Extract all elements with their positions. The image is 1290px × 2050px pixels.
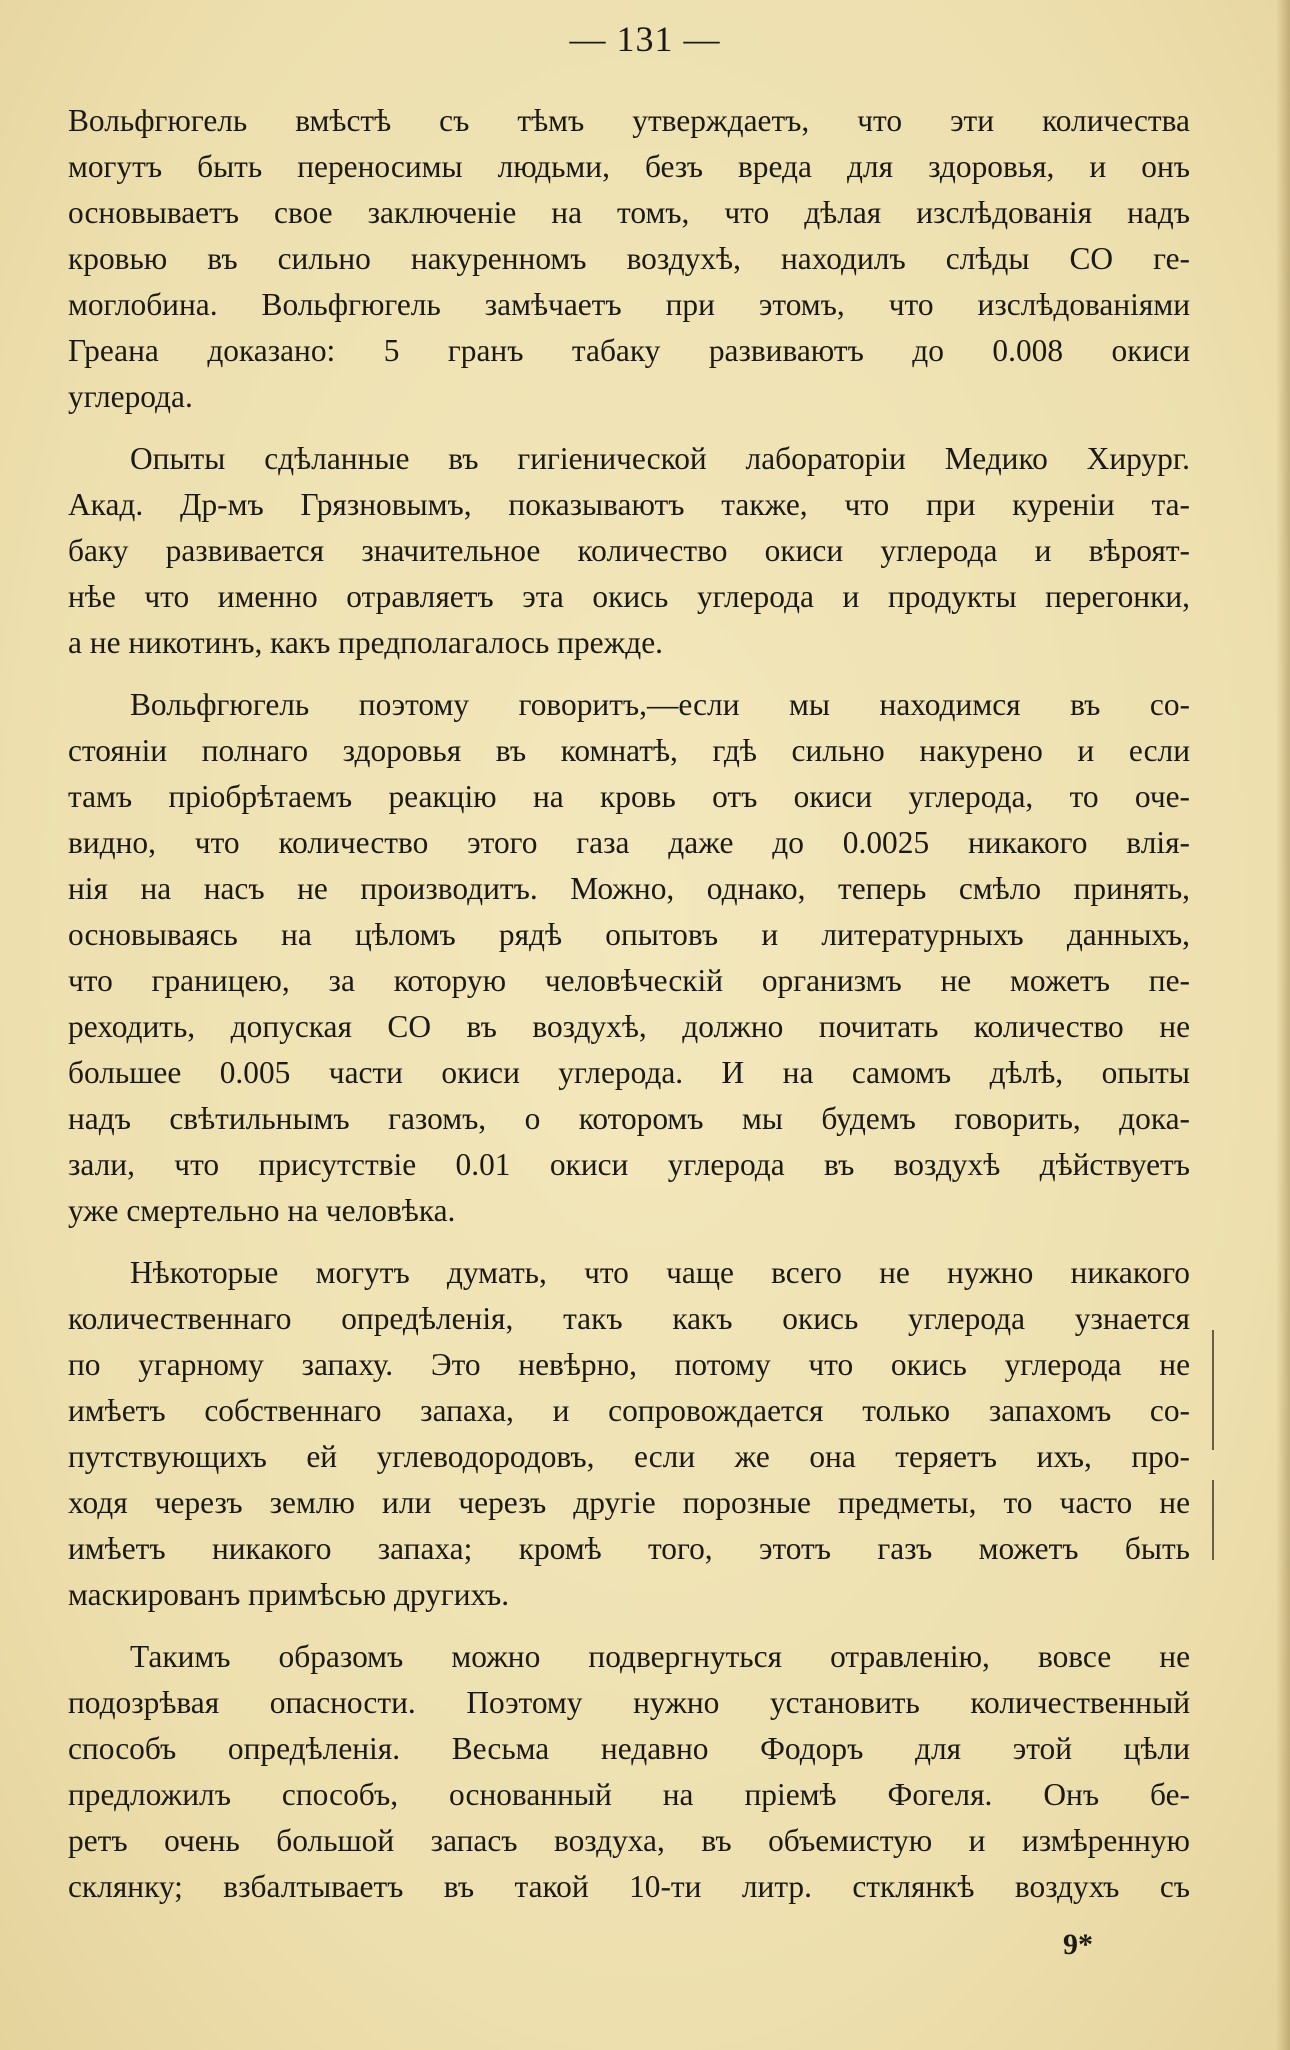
paragraph-3 xyxy=(68,682,1190,1234)
text-line: способъ опредѣленiя. Весьма недавно Фодоръ для этой цѣли xyxy=(68,1731,1190,1766)
body-text xyxy=(68,98,1190,1910)
text-line: баку развивается значительное количество окиси углерода и вѣроят- xyxy=(68,533,1190,568)
text-line: нѣе что именно отравляетъ эта окись углерода и продукты перегонки, xyxy=(68,579,1190,614)
text-line: Акад. Др-мъ Грязновымъ, показываютъ также, что при куренiи та- xyxy=(68,487,1190,522)
text-line: кровью въ сильно накуренномъ воздухѣ, находилъ слѣды СО ге- xyxy=(68,241,1190,276)
text-line: Такимъ образомъ можно подвергнуться отравленiю, вовсе не xyxy=(130,1639,1190,1674)
margin-pencil-mark xyxy=(1212,1330,1214,1450)
text-line: имѣетъ собственнаго запаха, и сопровождается только запахомъ со- xyxy=(68,1393,1190,1428)
paragraph-4 xyxy=(68,1250,1190,1618)
text-line: склянку; взбалтываетъ въ такой 10-ти литр. стклянкѣ воздухъ съ xyxy=(68,1869,1190,1904)
text-line: по угарному запаху. Это невѣрно, потому что окись углерода не xyxy=(68,1347,1190,1382)
text-line: основываясь на цѣломъ рядѣ опытовъ и литературныхъ данныхъ, xyxy=(68,917,1190,952)
page-edge-shadow xyxy=(1276,0,1290,2050)
page-number: — 131 — xyxy=(569,19,721,59)
text-line: Вольфгюгель вмѣстѣ съ тѣмъ утверждаетъ, что эти количества xyxy=(68,103,1190,138)
text-line: большее 0.005 части окиси углерода. И на самомъ дѣлѣ, опыты xyxy=(68,1055,1190,1090)
text-line: зали, что присутствiе 0.01 окиси углерода въ воздухѣ дѣйствуетъ xyxy=(68,1147,1190,1182)
paragraph-1 xyxy=(68,98,1190,420)
paragraph-5 xyxy=(68,1634,1190,1910)
text-line: Нѣкоторые могутъ думать, что чаще всего не нужно никакого xyxy=(130,1255,1190,1290)
margin-pencil-mark xyxy=(1212,1480,1214,1560)
text-line: Греана доказано: 5 гранъ табаку развиваютъ до 0.008 окиси xyxy=(68,333,1190,368)
text-line: основываетъ свое заключенie на томъ, что дѣлая изслѣдованiя надъ xyxy=(68,195,1190,230)
text-line: количественнаго опредѣленiя, такъ какъ окись углерода узнается xyxy=(68,1301,1190,1336)
text-line: могутъ быть переносимы людьми, безъ вреда для здоровья, и онъ xyxy=(68,149,1190,184)
text-line: маскированъ примѣсью другихъ. xyxy=(68,1577,510,1612)
text-line: реходить, допуская СО въ воздухѣ, должно почитать количество не xyxy=(68,1009,1190,1044)
text-line: тамъ прiобрѣтаемъ реакцiю на кровь отъ окиси углерода, то оче- xyxy=(68,779,1190,814)
text-line: моглобина. Вольфгюгель замѣчаетъ при этомъ, что изслѣдованiями xyxy=(68,287,1190,322)
text-line: Опыты сдѣланные въ гигiенической лабораторiи Медико Хирург. xyxy=(130,441,1190,476)
text-line: подозрѣвая опасности. Поэтому нужно установить количественный xyxy=(68,1685,1190,1720)
text-line: ретъ очень большой запасъ воздуха, въ объемистую и измѣренную xyxy=(68,1823,1190,1858)
text-line: путствующихъ ей углеводородовъ, если же она теряетъ ихъ, про- xyxy=(68,1439,1190,1474)
text-line: предложилъ способъ, основанный на прiемѣ Фогеля. Онъ бе- xyxy=(68,1777,1190,1812)
text-line: стоянiи полнаго здоровья въ комнатѣ, гдѣ сильно накурено и если xyxy=(68,733,1190,768)
text-line: нiя на насъ не производитъ. Можно, однако, теперь смѣло принять, xyxy=(68,871,1190,906)
printer-signature-mark: 9* xyxy=(1063,1928,1093,1961)
text-line: видно, что количество этого газа даже до 0.0025 никакого влiя- xyxy=(68,825,1190,860)
text-line: что границею, за которую человѣческiй организмъ не можетъ пе- xyxy=(68,963,1190,998)
text-line: надъ свѣтильнымъ газомъ, о которомъ мы будемъ говорить, дока- xyxy=(68,1101,1190,1136)
text-line: ходя черезъ землю или черезъ другiе порозные предметы, то часто не xyxy=(68,1485,1190,1520)
text-line: а не никотинъ, какъ предполагалось прежде. xyxy=(68,625,664,660)
paragraph-2 xyxy=(68,436,1190,666)
text-line: Вольфгюгель поэтому говоритъ,—если мы находимся въ со- xyxy=(130,687,1190,722)
text-line: имѣетъ никакого запаха; кромѣ того, этотъ газъ можетъ быть xyxy=(68,1531,1190,1566)
text-line: углерода. xyxy=(68,379,193,414)
text-line: уже смертельно на человѣка. xyxy=(68,1193,456,1228)
